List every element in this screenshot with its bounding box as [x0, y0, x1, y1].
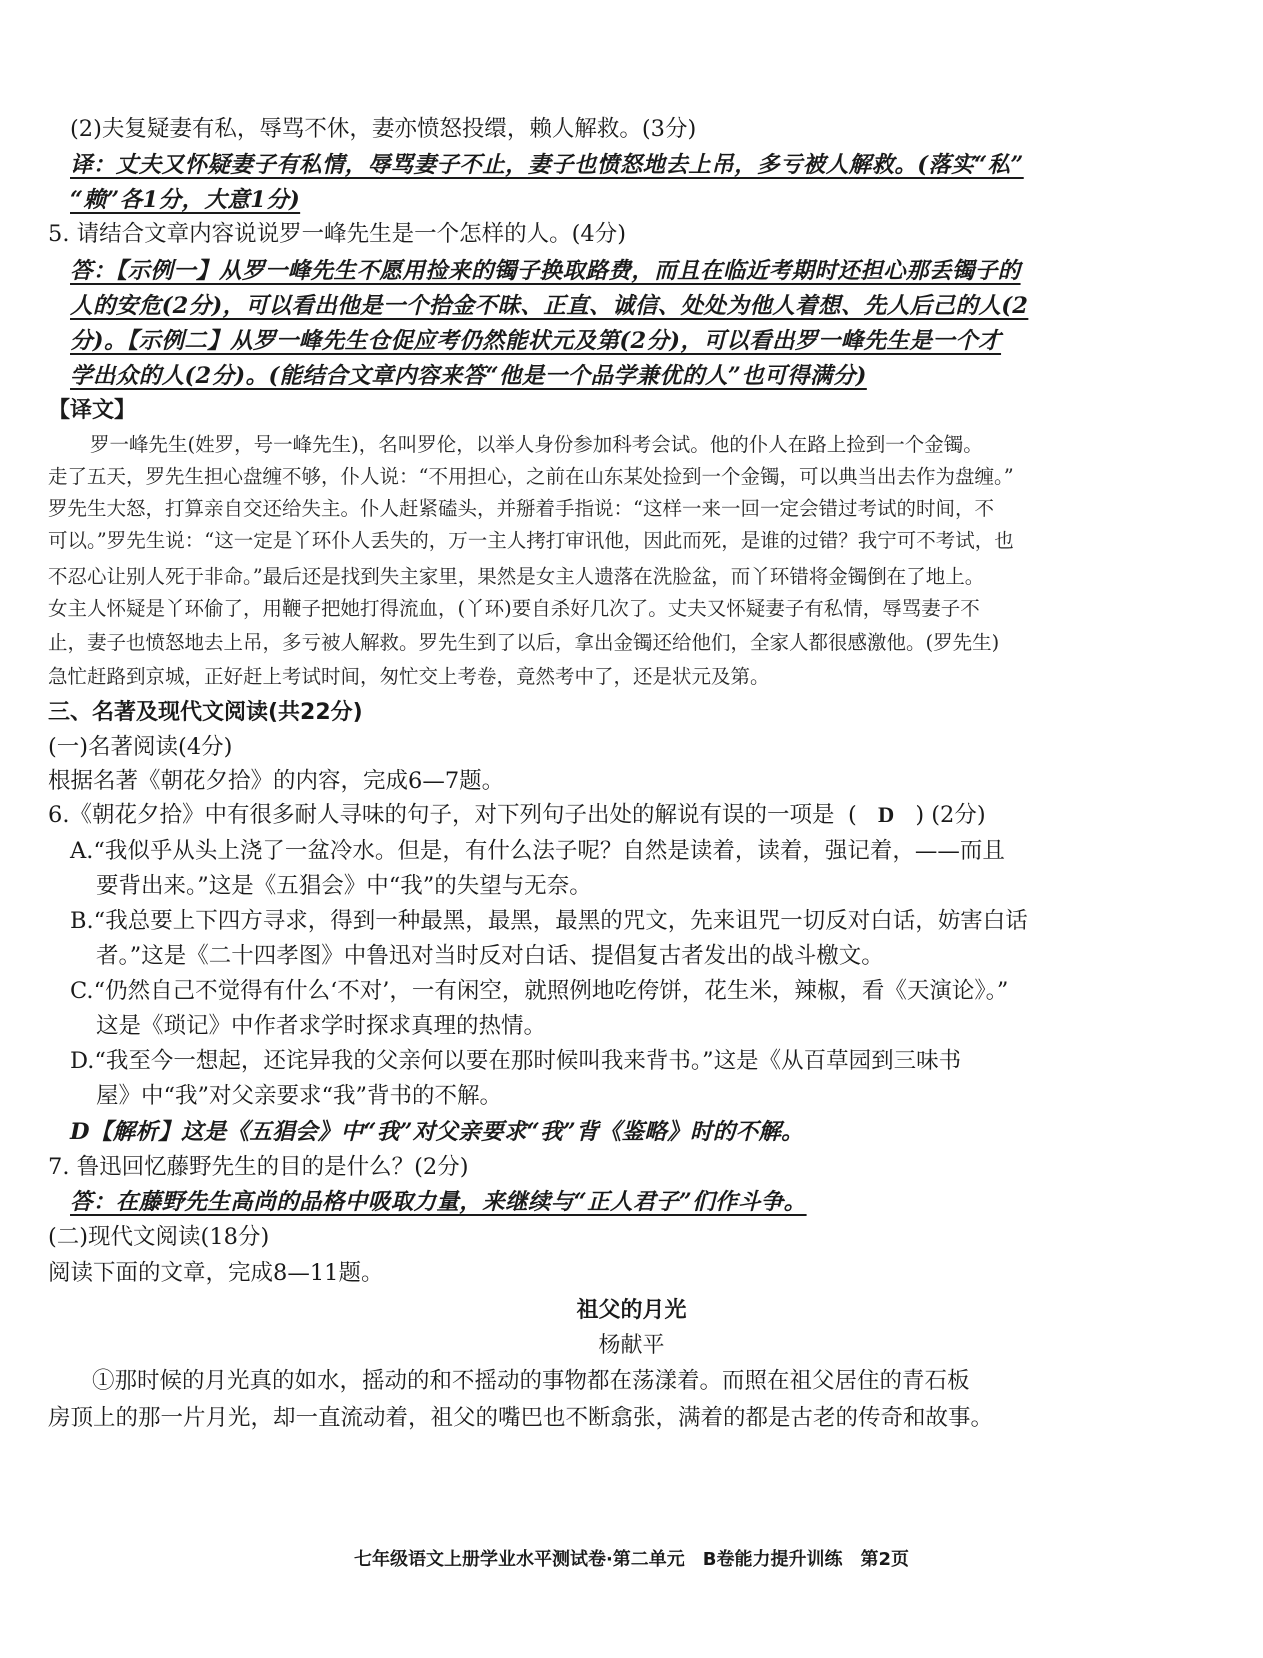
translation-line: 罗先生大怒，打算亲自交还给失主。仆人赶紧磕头，并掰着手指说：“这样一来一回一定会错过考试的时间，不	[48, 497, 994, 520]
q6-answer: D	[877, 802, 895, 827]
q6-option-c: C.“仍然自己不觉得有什么‘不对’，一有闲空，就照例地吃侉饼，花生米，辣椒，看《天演论》。”	[70, 978, 1009, 1004]
q6-option-d-cont: 屋》中“我”对父亲要求“我”背书的不解。	[96, 1083, 503, 1109]
q5-answer-line4: 学出众的人(2分)。(能结合文章内容来答“他是一个品学兼优的人”也可得满分)	[70, 363, 867, 389]
translation-line: 止，妻子也愤怒地去上吊，多亏被人解救。罗先生到了以后，拿出金镯还给他们，全家人都很感激他。(罗先生)	[48, 631, 1000, 654]
q7-answer: 答：在藤野先生高尚的品格中吸取力量，来继续与“正人君子”们作斗争。	[70, 1189, 807, 1215]
q4-answer-line1: 译：丈夫又怀疑妻子有私情，辱骂妻子不止，妻子也愤怒地去上吊，多亏被人解救。(落实“私”	[70, 152, 1024, 178]
section3-heading: 三、名著及现代文阅读(共22分)	[48, 700, 363, 725]
translation-line: 急忙赶路到京城，正好赶上考试时间，匆忙交上考卷，竟然考中了，还是状元及第。	[48, 665, 770, 688]
q6-stem-text: 6.《朝花夕拾》中有很多耐人寻味的句子，对下列句子出处的解说有误的一项是	[48, 802, 835, 828]
article-title: 祖父的月光	[576, 1298, 687, 1323]
q5-answer-line2: 人的安危(2分)，可以看出他是一个拾金不昧、正直、诚信、处处为他人着想、先人后己的人(2	[70, 293, 1029, 319]
translation-heading: 【译文】	[48, 398, 137, 423]
q7-question: 7. 鲁迅回忆藤野先生的目的是什么？(2分)	[48, 1154, 469, 1180]
section3-intro2: 阅读下面的文章，完成8—11题。	[48, 1260, 384, 1286]
translation-line: 女主人怀疑是丫环偷了，用鞭子把她打得流血，(丫环)要自杀好几次了。丈夫又怀疑妻子有私情，辱骂妻子不	[48, 597, 980, 620]
section3-intro1: 根据名著《朝花夕拾》的内容，完成6—7题。	[48, 768, 505, 794]
q6-option-a: A.“我似乎从头上浇了一盆冷水。但是，有什么法子呢？自然是读着，读着，强记着，——而且	[70, 838, 1005, 864]
q6-answer-bracket	[848, 799, 986, 831]
translation-line: 不忍心让别人死于非命。”最后还是找到失主家里，果然是女主人遗落在洗脸盆，而丫环错将金镯倒在了地上。	[48, 565, 985, 588]
q5-answer-line3: 分)。【示例二】从罗一峰先生仓促应考仍然能状元及第(2分)，可以看出罗一峰先生是一个才	[70, 328, 1002, 354]
q6-analysis: D【解析】这是《五猖会》中“我”对父亲要求“我”背《鉴略》时的不解。	[70, 1119, 804, 1145]
translation-line: 可以。”罗先生说：“这一定是丫环仆人丢失的，万一主人拷打审讯他，因此而死，是谁的过错？我宁可不考试，也	[48, 529, 1014, 552]
page-footer: 七年级语文上册学业水平测试卷·第二单元 B卷能力提升训练 第2页	[353, 1549, 910, 1570]
q6-option-b-cont: 者。”这是《二十四孝图》中鲁迅对当时反对白话、提倡复古者发出的战斗檄文。	[96, 943, 884, 969]
q6-stem	[48, 799, 834, 831]
q6-option-a-cont: 要背出来。”这是《五猖会》中“我”的失望与无奈。	[96, 873, 592, 899]
q6-option-d: D.“我至今一想起，还诧异我的父亲何以要在那时候叫我来背书。”这是《从百草园到三味书	[70, 1048, 962, 1074]
translation-line: 罗一峰先生(姓罗，号一峰先生)，名叫罗伦，以举人身份参加科考会试。他的仆人在路上捡到一个金镯。	[90, 433, 983, 456]
translation-line: 走了五天，罗先生担心盘缠不够，仆人说：“不用担心，之前在山东某处捡到一个金镯，可以典当出去作为盘缠。”	[48, 465, 1014, 488]
q5-question: 5. 请结合文章内容说说罗一峰先生是一个怎样的人。(4分)	[48, 221, 626, 247]
section3-sub1: (一)名著阅读(4分)	[48, 734, 233, 760]
section3-sub2: (二)现代文阅读(18分)	[48, 1224, 270, 1250]
q6-score: (2分)	[931, 802, 986, 828]
article-paragraph-line: ①那时候的月光真的如水，摇动的和不摇动的事物都在荡漾着。而照在祖父居住的青石板	[92, 1368, 970, 1394]
article-paragraph-line: 房顶上的那一片月光，却一直流动着，祖父的嘴巴也不断翕张，满着的都是古老的传奇和故事。	[48, 1405, 994, 1431]
article-author: 杨献平	[598, 1333, 665, 1358]
q6-option-c-cont: 这是《琐记》中作者求学时探求真理的热情。	[96, 1013, 547, 1039]
q6-option-b: B.“我总要上下四方寻求，得到一种最黑，最黑，最黑的咒文，先来诅咒一切反对白话，妨害白话	[70, 908, 1028, 934]
q4-item2: (2)夫复疑妻有私，辱骂不休，妻亦愤怒投缳，赖人解救。(3分)	[70, 116, 697, 142]
q6-paren-open: (	[848, 802, 857, 828]
q4-answer-line2: “赖”各1分，大意1分)	[70, 187, 301, 213]
q5-answer-line1: 答：【示例一】从罗一峰先生不愿用捡来的镯子换取路费，而且在临近考期时还担心那丢镯子的	[70, 258, 1021, 284]
q6-paren-close: )	[915, 802, 925, 828]
